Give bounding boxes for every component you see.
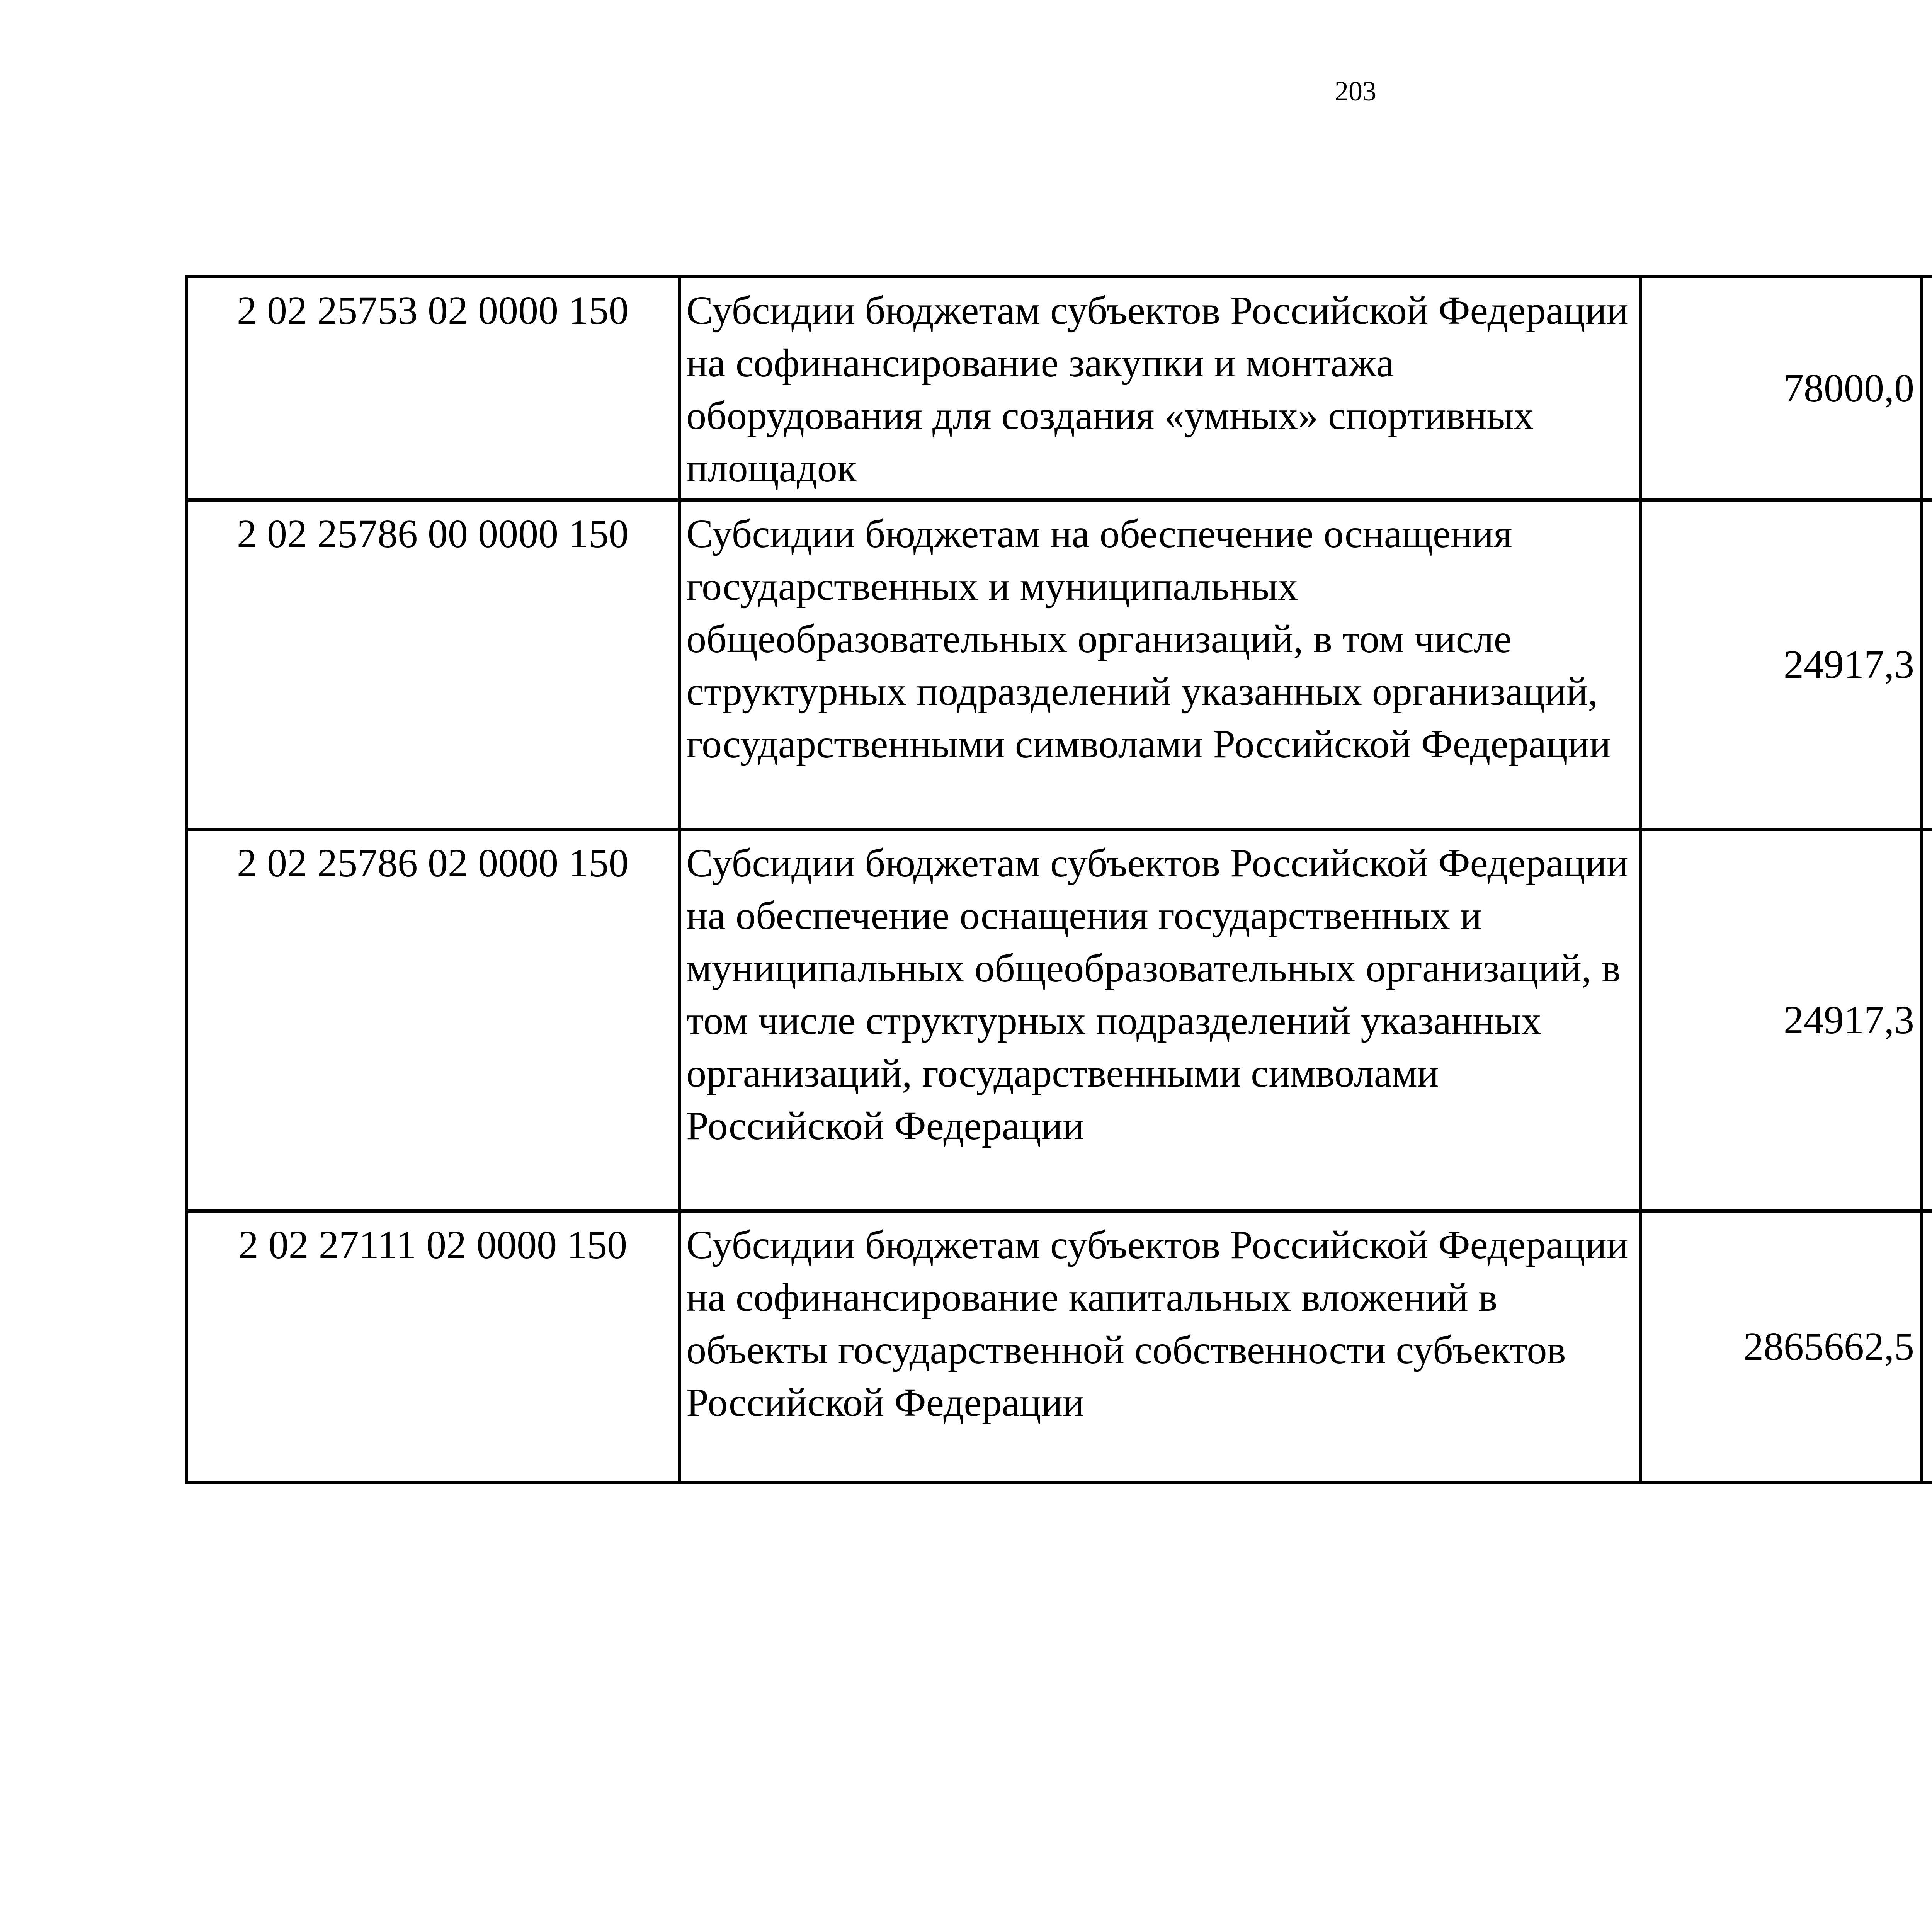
amount-cell-2 (1921, 500, 1932, 829)
table-row (186, 1211, 1932, 1482)
amount-cell-2 (1921, 829, 1932, 1211)
table-row (186, 277, 1932, 500)
description-cell: Субсидии бюджетам субъектов Российской Федерации на софинансирование капитальных вложений в объекты государственной собственности субъектов Российской Федерации (679, 1211, 1640, 1482)
amount-cell-1: 78000,0 (1640, 277, 1921, 500)
budget-code-cell: 2 02 25753 02 0000 150 (186, 277, 679, 500)
budget-code-cell: 2 02 25786 00 0000 150 (186, 500, 679, 829)
description-cell: Субсидии бюджетам на обеспечение оснащения государственных и муниципальных общеобразовательных организаций, в том числе структурных подразделений указанных организаций, государственными символами Российской Федерации (679, 500, 1640, 829)
amount-cell-1: 2865662,5 (1640, 1211, 1921, 1482)
amount-cell-2 (1921, 277, 1932, 500)
table-row (186, 829, 1932, 1211)
amount-cell-1: 24917,3 (1640, 829, 1921, 1211)
amount-cell-2 (1921, 1211, 1932, 1482)
amount-cell-1: 24917,3 (1640, 500, 1921, 829)
page-number: 203 (1335, 76, 1376, 107)
description-cell: Субсидии бюджетам субъектов Российской Федерации на обеспечение оснащения государственных и муниципальных общеобразовательных организаций, в том числе структурных подразделений указанных организаций, государственными символами Российской Федерации (679, 829, 1640, 1211)
budget-code-cell: 2 02 27111 02 0000 150 (186, 1211, 679, 1482)
table-row (186, 500, 1932, 829)
description-cell: Субсидии бюджетам субъектов Российской Федерации на софинансирование закупки и монтажа оборудования для создания «умных» спортивных площадок (679, 277, 1640, 500)
budget-code-cell: 2 02 25786 02 0000 150 (186, 829, 679, 1211)
budget-revenue-table (185, 275, 1932, 1484)
